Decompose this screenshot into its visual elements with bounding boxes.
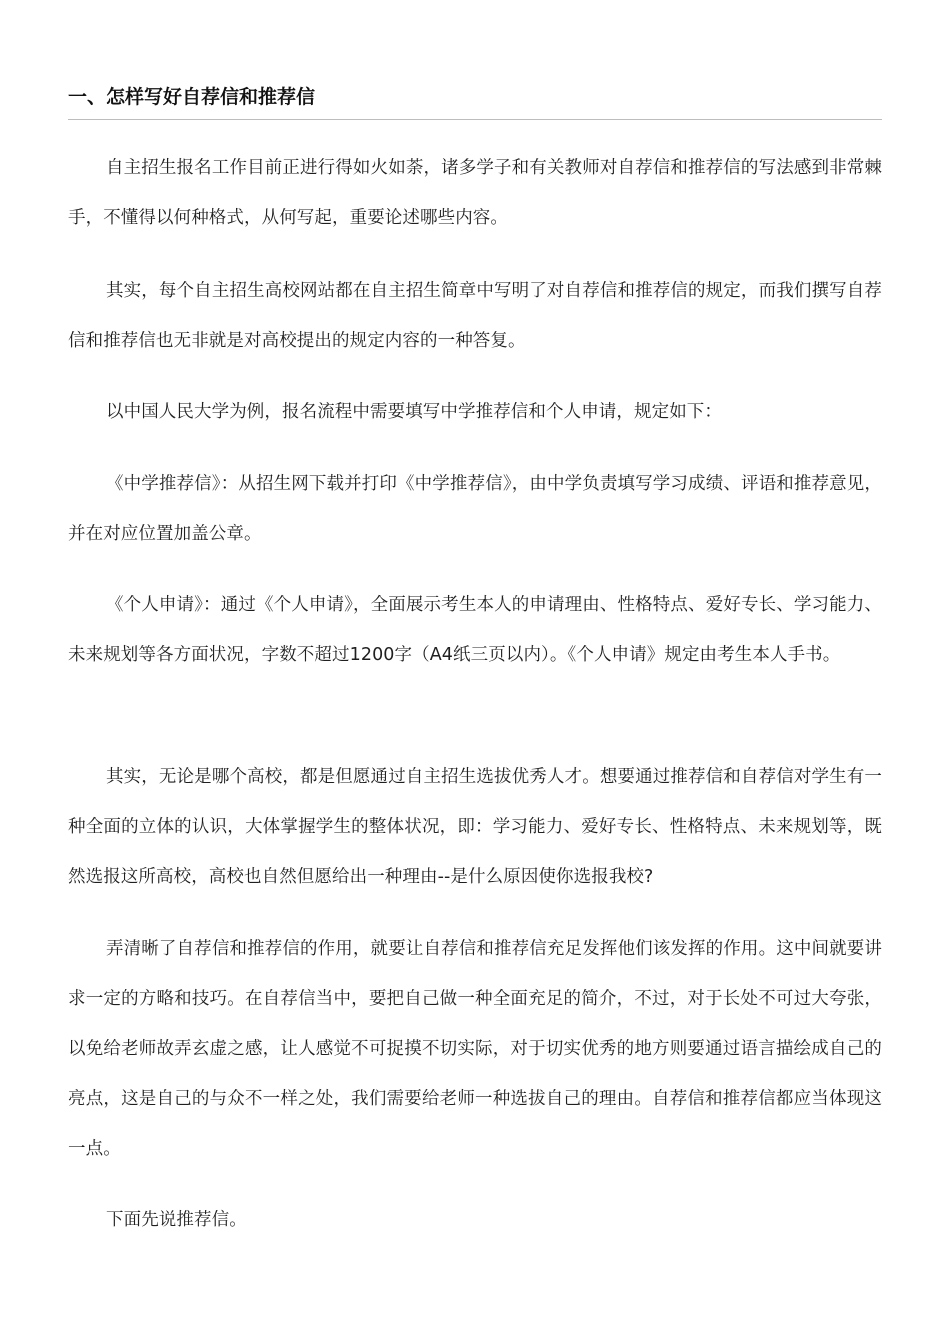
paragraph-personal-application: 《个人申请》：通过《个人申请》，全面展示考生本人的申请理由、性格特点、爱好专长、学习能力、未来规划等各方面状况，字数不超过1200字（A4纸三页以内）。《个人申请》规定由考生本人手书。 <box>68 595 882 665</box>
paragraph-strategy: 弄清晰了自荐信和推荐信的作用，就要让自荐信和推荐信充足发挥他们该发挥的作用。这中间就要讲求一定的方略和技巧。在自荐信当中，要把自己做一种全面充足的简介，不过，对于长处不可过大夸张，以免给老师故弄玄虚之感，让人感觉不可捉摸不切实际，对于切实优秀的地方则要通过语言描绘成自己的亮点，这是自己的与众不一样之处，我们需要给老师一种选拔自己的理由。自荐信和推荐信都应当体现这一点。 <box>68 939 882 1159</box>
paragraph-intro: 自主招生报名工作目前正进行得如火如荼，诸多学子和有关教师对自荐信和推荐信的写法感到非常棘手，不懂得以何种格式，从何写起，重要论述哪些内容。 <box>68 158 882 228</box>
paragraph-regulations: 其实，每个自主招生高校网站都在自主招生简章中写明了对自荐信和推荐信的规定，而我们撰写自荐信和推荐信也无非就是对高校提出的规定内容的一种答复。 <box>68 281 882 351</box>
paragraph-next: 下面先说推荐信。 <box>106 1210 247 1230</box>
paragraph-example: 以中国人民大学为例，报名流程中需要填写中学推荐信和个人申请，规定如下： <box>106 402 722 422</box>
heading-divider <box>68 119 882 120</box>
paragraph-purpose: 其实，无论是哪个高校，都是但愿通过自主招生选拔优秀人才。想要通过推荐信和自荐信对学生有一种全面的立体的认识，大体掌握学生的整体状况，即：学习能力、爱好专长、性格特点、未来规划等，既然选报这所高校，高校也自然但愿给出一种理由--是什么原因使你选报我校? <box>68 767 882 887</box>
section-heading: 一、怎样写好自荐信和推荐信 <box>68 86 316 108</box>
paragraph-school-recommendation: 《中学推荐信》：从招生网下载并打印《中学推荐信》，由中学负责填写学习成绩、评语和推荐意见，并在对应位置加盖公章。 <box>68 474 882 544</box>
